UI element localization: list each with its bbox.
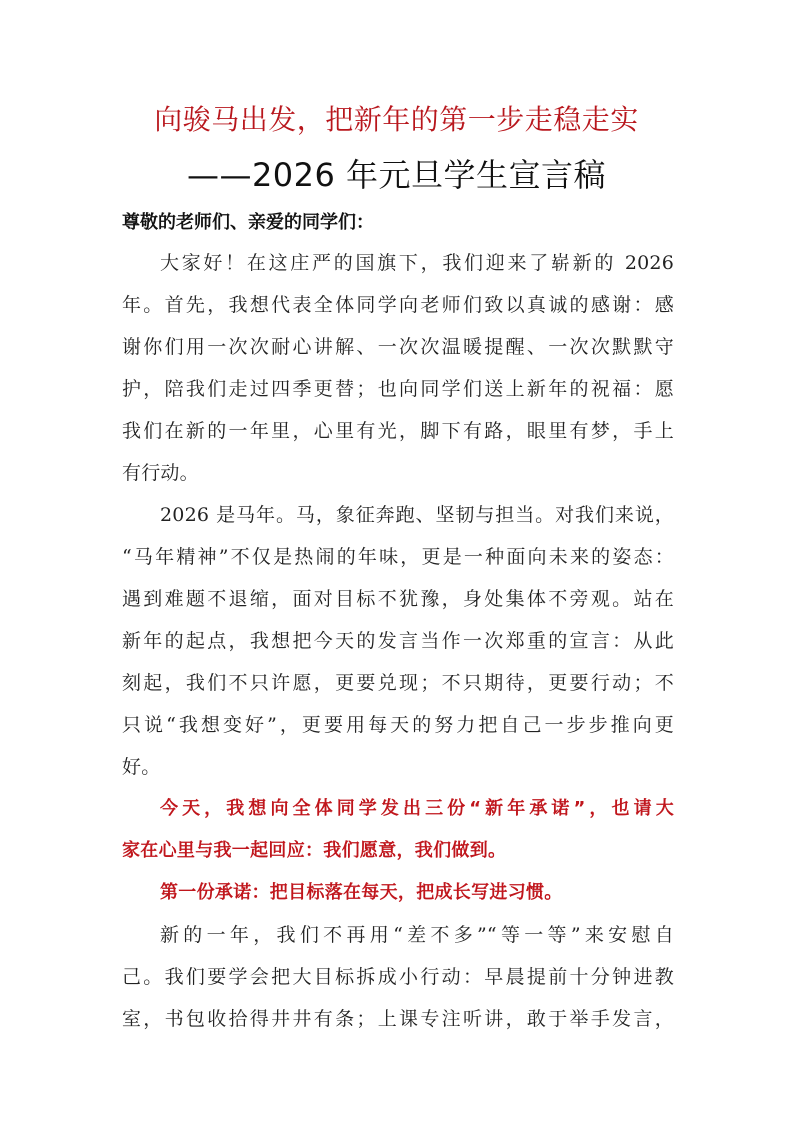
paragraph-line: 有行动。 xyxy=(122,462,199,484)
paragraph-line: 大家好！在这庄严的国旗下，我们迎来了崭新的 2026 xyxy=(160,252,674,274)
paragraph-line: 我们在新的一年里，心里有光，脚下有路，眼里有梦，手上 xyxy=(122,420,674,442)
emphasis-line: 家在心里与我一起回应：我们愿意，我们做到。 xyxy=(122,840,507,861)
document-subtitle: ——2026 年元旦学生宣言稿 xyxy=(186,156,607,194)
paragraph-line: 新的一年，我们不再用“差不多”“等一等”来安慰自 xyxy=(160,924,674,946)
commitment-heading: 第一份承诺：把目标落在每天，把成长写进习惯。 xyxy=(160,882,563,903)
paragraph-line: 室，书包收拾得井井有条；上课专注听讲，敢于举手发言， xyxy=(122,1008,674,1030)
paragraph-line: 好。 xyxy=(122,756,161,778)
paragraph-line: 刻起，我们不只许愿，更要兑现；不只期待，更要行动；不 xyxy=(122,672,674,694)
paragraph-line: 只说“我想变好”，更要用每天的努力把自己一步步推向更 xyxy=(122,714,674,736)
emphasis-line: 今天，我想向全体同学发出三份“新年承诺”，也请大 xyxy=(160,798,674,819)
paragraph-line: 新年的起点，我想把今天的发言当作一次郑重的宣言：从此 xyxy=(122,630,674,652)
salutation: 尊敬的老师们、亲爱的同学们： xyxy=(122,212,374,233)
paragraph-line: 谢你们用一次次耐心讲解、一次次温暖提醒、一次次默默守 xyxy=(122,336,674,358)
paragraph-line: 己。我们要学会把大目标拆成小行动：早晨提前十分钟进教 xyxy=(122,966,674,988)
paragraph-line: 遇到难题不退缩，面对目标不犹豫，身处集体不旁观。站在 xyxy=(122,588,674,610)
paragraph-line: 护，陪我们走过四季更替；也向同学们送上新年的祝福：愿 xyxy=(122,378,674,400)
paragraph-line: 2026 是马年。马，象征奔跑、坚韧与担当。对我们来说， xyxy=(160,504,674,526)
document-title: 向骏马出发，把新年的第一步走稳走实 xyxy=(154,103,639,136)
paragraph-line: 年。首先，我想代表全体同学向老师们致以真诚的感谢：感 xyxy=(122,294,674,316)
paragraph-line: “马年精神”不仅是热闹的年味，更是一种面向未来的姿态： xyxy=(122,546,674,568)
